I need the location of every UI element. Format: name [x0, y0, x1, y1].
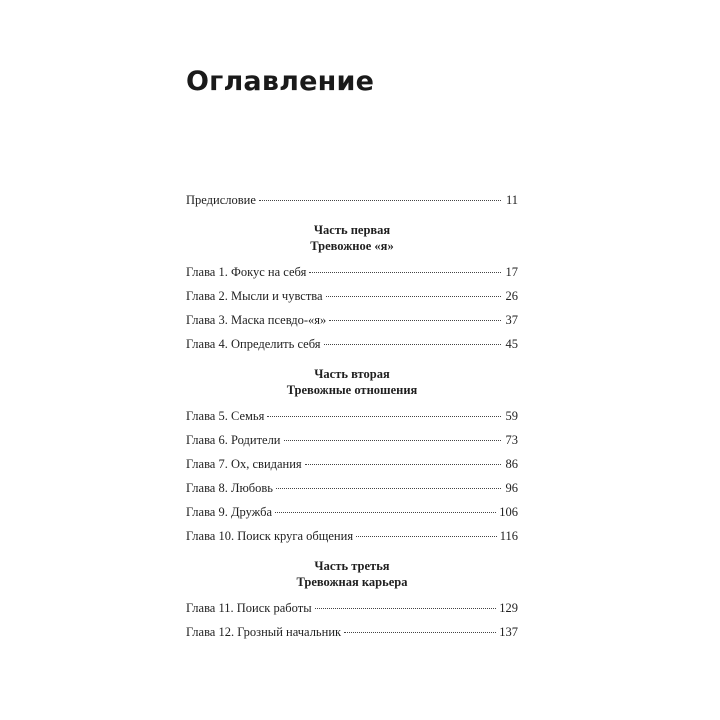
toc-entry-label: Глава 3. Маска псевдо-«я»: [186, 313, 327, 327]
toc-entry-page: 129: [499, 601, 518, 615]
toc-entry-page: 45: [505, 337, 518, 351]
toc-entry-page: 73: [505, 433, 518, 447]
dot-leader: [259, 200, 501, 201]
dot-leader: [326, 296, 501, 297]
table-of-contents: [186, 188, 518, 644]
toc-entry-label: Предисловие: [186, 193, 256, 207]
toc-entry-preface: [186, 188, 518, 212]
toc-entry-page: 11: [505, 193, 518, 207]
toc-entry: [186, 620, 518, 644]
part-name: Тревожные отношения: [286, 383, 418, 397]
dot-leader: [344, 632, 496, 633]
dot-leader: [329, 320, 501, 321]
toc-entry: [186, 260, 518, 284]
part-number: Часть вторая: [314, 367, 390, 381]
toc-entry-page: 96: [505, 481, 518, 495]
dot-leader: [284, 440, 501, 441]
part-heading: [186, 548, 518, 596]
toc-entry-label: Глава 8. Любовь: [186, 481, 274, 495]
toc-entry-label: Глава 4. Определить себя: [186, 337, 321, 351]
dot-leader: [356, 536, 497, 537]
toc-entry-label: Глава 7. Ох, свидания: [186, 457, 302, 471]
part-heading: [186, 356, 518, 404]
toc-entry: [186, 284, 518, 308]
toc-entry-label: Глава 10. Поиск круга общения: [186, 529, 354, 543]
toc-entry-label: Глава 5. Семья: [186, 409, 265, 423]
toc-entry: [186, 524, 518, 548]
toc-entry: [186, 404, 518, 428]
part-number: Часть третья: [314, 559, 390, 573]
toc-entry-label: Глава 2. Мысли и чувства: [186, 289, 323, 303]
dot-leader: [309, 272, 501, 273]
toc-entry: [186, 452, 518, 476]
toc-entry-page: 106: [499, 505, 518, 519]
dot-leader: [324, 344, 501, 345]
page-title: Оглавление: [186, 66, 375, 97]
toc-entry: [186, 308, 518, 332]
toc-entry-label: Глава 11. Поиск работы: [186, 601, 312, 615]
toc-entry: [186, 428, 518, 452]
toc-entry: [186, 596, 518, 620]
dot-leader: [267, 416, 501, 417]
toc-entry-page: 86: [505, 457, 518, 471]
toc-entry-label: Глава 12. Грозный начальник: [186, 625, 342, 639]
part-number: Часть первая: [313, 223, 391, 237]
toc-entry-page: 17: [505, 265, 518, 279]
toc-entry-page: 116: [499, 529, 518, 543]
toc-entry-label: Глава 6. Родители: [186, 433, 281, 447]
dot-leader: [305, 464, 501, 465]
toc-entry-page: 137: [499, 625, 518, 639]
toc-entry: [186, 500, 518, 524]
dot-leader: [275, 512, 496, 513]
dot-leader: [276, 488, 501, 489]
toc-entry-page: 37: [505, 313, 518, 327]
toc-entry-page: 26: [505, 289, 518, 303]
part-name: Тревожное «я»: [310, 239, 394, 253]
toc-entry-page: 59: [505, 409, 518, 423]
dot-leader: [315, 608, 497, 609]
toc-entry-label: Глава 1. Фокус на себя: [186, 265, 307, 279]
toc-entry-label: Глава 9. Дружба: [186, 505, 273, 519]
toc-entry: [186, 332, 518, 356]
part-heading: [186, 212, 518, 260]
part-name: Тревожная карьера: [296, 575, 408, 589]
toc-entry: [186, 476, 518, 500]
